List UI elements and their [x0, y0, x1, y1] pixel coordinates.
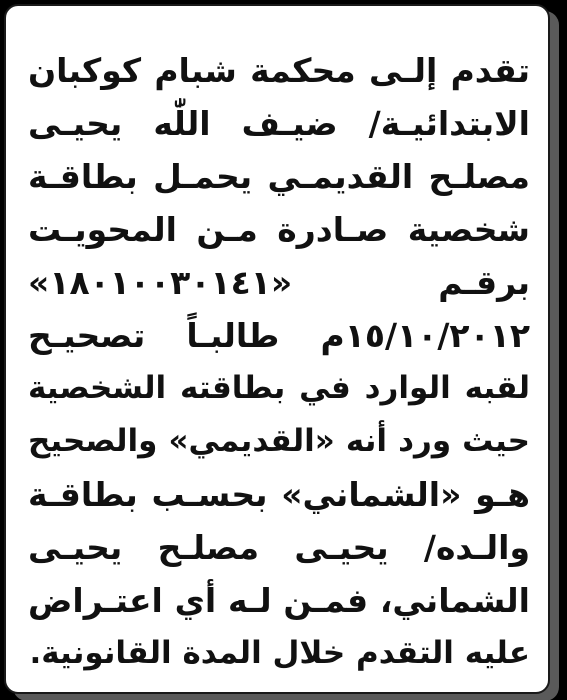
notice-line-6: ١٥/١٠/٢٠١٢م طالبـاً تصحيـح — [28, 316, 530, 355]
notice-line-4: شخصية صـادرة مـن المحويـت — [28, 210, 530, 249]
notice-line-3: مصلـح القديمـي يحمـل بطاقـة — [28, 157, 530, 196]
notice-line-8: حيث ورد أنه «القديمي» والصحيح — [28, 423, 530, 459]
notice-line-9: هـو «الشماني» بحسـب بطاقـة — [28, 475, 530, 514]
notice-line-10: والـده/ يحيـى مصلـح يحيـى — [28, 528, 530, 567]
notice-text — [28, 44, 530, 680]
notice-card — [4, 4, 550, 694]
notice-line-12: عليه التقدم خلال المدة القانونية. — [29, 635, 530, 671]
notice-line-7: لقبه الوارد في بطاقته الشخصية — [28, 370, 530, 406]
notice-line-5: برقـم «١٨٠١٠٠٣٠١٤١» — [28, 263, 530, 302]
notice-line-1: تقدم إلـى محكمة شبام كوكبان — [28, 51, 530, 90]
notice-line-11: الشماني، فمـن لـه أي اعتـراض — [28, 581, 530, 620]
notice-line-2: الابتدائيـة/ ضيـف اللّٰه يحيـى — [28, 104, 530, 143]
